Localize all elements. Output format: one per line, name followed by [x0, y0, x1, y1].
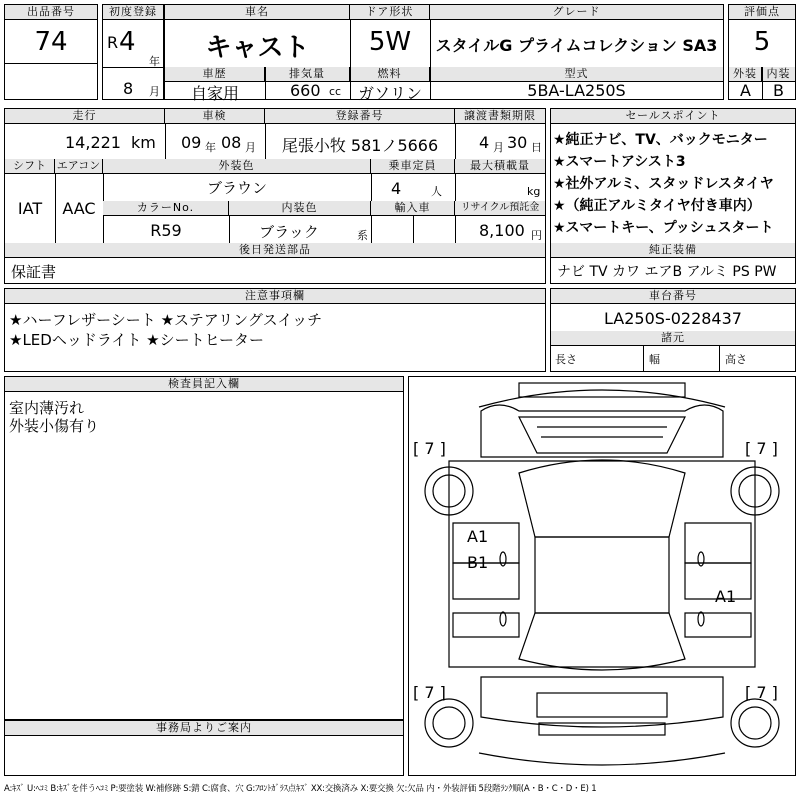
model-header: 型式	[430, 67, 723, 82]
dims-header: 諸元	[551, 331, 795, 346]
yen-unit: 円	[531, 229, 542, 242]
grade: スタイルG プライムコレクション SA3	[435, 36, 718, 55]
shift-header: シフト	[5, 159, 55, 174]
ac-header: エアコン	[55, 159, 103, 174]
era: R	[107, 33, 119, 52]
kg-unit: kg	[527, 185, 541, 198]
damage-mark: A1	[715, 587, 737, 606]
tire-rating-rear-right: [ 7 ]	[745, 683, 778, 702]
car-diagram-box	[408, 376, 796, 776]
fuel: ガソリン	[357, 84, 422, 103]
lot-header: 出品番号	[5, 5, 97, 20]
score-header: 評価点	[729, 5, 795, 20]
import-header: 輸入車	[371, 201, 455, 216]
grade-header: グレード	[430, 5, 723, 20]
inspector-box	[4, 376, 404, 720]
km-unit: km	[131, 133, 156, 152]
sales-point: ★スマートキー、プッシュスタート	[553, 220, 774, 236]
height-label: 高さ	[725, 353, 747, 366]
notes-header: 注意事項欄	[5, 289, 545, 304]
int-header: 内装	[762, 67, 795, 82]
sales-point: ★純正ナビ、TV、バックモニター	[553, 132, 768, 148]
office-header: 事務局よりご案内	[5, 721, 403, 736]
int-score: B	[773, 81, 784, 100]
ext-header: 外装	[729, 67, 762, 82]
transfer-month-unit: 月	[493, 141, 504, 154]
legend: A:ｷｽﾞ U:ﾍｺﾐ B:ｷｽﾞを伴うﾍｺﾐ P:要塗装 W:補修跡 S:錆 C:腐食、穴 G:ﾌﾛﾝﾄｶﾞﾗｽ点ｷｽﾞ XX:交換済み X:要交換 欠:欠品 内・外装評価 5段階ﾗﾝｸ順(A・B・C・D・E) 1	[4, 784, 597, 794]
equipment-header: 純正装備	[551, 243, 795, 258]
color-number: R59	[150, 221, 182, 240]
damage-mark: B1	[467, 553, 489, 572]
lot-number: 74	[34, 27, 68, 57]
damage-mark: A1	[467, 527, 489, 546]
chassis-box	[550, 288, 796, 372]
displacement-header: 排気量	[265, 67, 350, 82]
history: 自家用	[190, 84, 239, 103]
inspector-note: 室内薄汚れ	[9, 399, 85, 417]
note-line: ★ハーフレザーシート ★ステアリングスイッチ	[9, 311, 323, 329]
year-unit: 年	[149, 55, 160, 68]
reg-month: 8	[123, 79, 134, 98]
transfer-header: 譲渡書類期限	[455, 109, 545, 124]
recycle-header: リサイクル預託金	[455, 201, 545, 216]
car-name: キャスト	[205, 33, 310, 63]
tire-rating-front-right: [ 7 ]	[745, 439, 778, 458]
insp-year-unit: 年	[205, 141, 216, 154]
length-label: 長さ	[555, 353, 577, 366]
first-registration-box	[102, 4, 164, 100]
width-label: 幅	[649, 353, 660, 366]
spec-table	[4, 108, 546, 284]
person-unit: 人	[431, 185, 442, 198]
intcolor-header: 内装色	[229, 201, 371, 216]
sales-points-box	[550, 108, 796, 284]
kei-unit: 系	[357, 229, 368, 242]
car-name-header: 車名	[165, 5, 350, 20]
capacity-header: 乗車定員	[371, 159, 455, 174]
chassis-header: 車台番号	[551, 289, 795, 304]
door-type: 5W	[368, 27, 412, 57]
insp-year: 09	[181, 133, 202, 152]
notes-box	[4, 288, 546, 372]
plate-number: 尾張小牧 581ノ5666	[281, 136, 439, 155]
chassis-number: LA250S-0228437	[604, 309, 742, 328]
fuel-header: 燃料	[350, 67, 430, 82]
inspector-header: 検査員記入欄	[5, 377, 403, 392]
colorno-header: カラーNo.	[103, 201, 229, 216]
inspection-header: 車検	[165, 109, 265, 124]
office-box	[4, 720, 404, 776]
sales-point: ★社外アルミ、スタッドレスタイヤ	[553, 176, 774, 192]
month-unit: 月	[149, 85, 160, 98]
equipment: ナビ TV カワ エアB アルミ PS PW	[557, 264, 777, 280]
sales-point: ★（純正アルミタイヤ付き車内）	[553, 198, 761, 214]
vehicle-info-box	[164, 4, 724, 103]
history-header: 車歴	[165, 67, 265, 82]
tire-rating-front-left: [ 7 ]	[413, 439, 446, 458]
sales-point: ★スマートアシスト3	[553, 154, 686, 170]
lot-box	[4, 4, 98, 100]
transfer-day: 30	[507, 133, 528, 152]
shift: IAT	[17, 199, 43, 218]
car-diagram	[409, 377, 795, 775]
inspector-note: 外装小傷有り	[9, 417, 100, 435]
mileage: 14,221	[65, 133, 121, 152]
sales-header: セールスポイント	[551, 109, 795, 124]
later-parts: 保証書	[11, 263, 57, 281]
transfer-day-unit: 日	[531, 141, 542, 154]
exterior-color: ブラウン	[206, 179, 267, 197]
later-parts-header: 後日発送部品	[5, 243, 545, 258]
mileage-header: 走行	[5, 109, 165, 124]
transfer-month: 4	[479, 133, 490, 152]
reg-year: 4	[119, 27, 136, 57]
load-header: 最大積載量	[455, 159, 545, 174]
capacity: 4	[391, 179, 402, 198]
interior-color: ブラック	[259, 223, 319, 241]
insp-month: 08	[221, 133, 242, 152]
insp-month-unit: 月	[245, 141, 256, 154]
cc-unit: cc	[329, 85, 342, 98]
score: 5	[753, 27, 771, 57]
plate-header: 登録番号	[265, 109, 455, 124]
first-registration-header: 初度登録	[103, 5, 163, 20]
tire-rating-rear-left: [ 7 ]	[413, 683, 446, 702]
note-line: ★LEDヘッドライト ★シートヒーター	[9, 331, 264, 349]
model-code: 5BA-LA250S	[527, 81, 626, 100]
color-header: 外装色	[103, 159, 371, 174]
displacement: 660	[290, 81, 321, 100]
air-conditioner: AAC	[62, 199, 96, 218]
door-header: ドア形状	[350, 5, 430, 20]
score-box	[728, 4, 796, 100]
recycle-fee: 8,100	[479, 221, 525, 240]
ext-score: A	[740, 81, 751, 100]
